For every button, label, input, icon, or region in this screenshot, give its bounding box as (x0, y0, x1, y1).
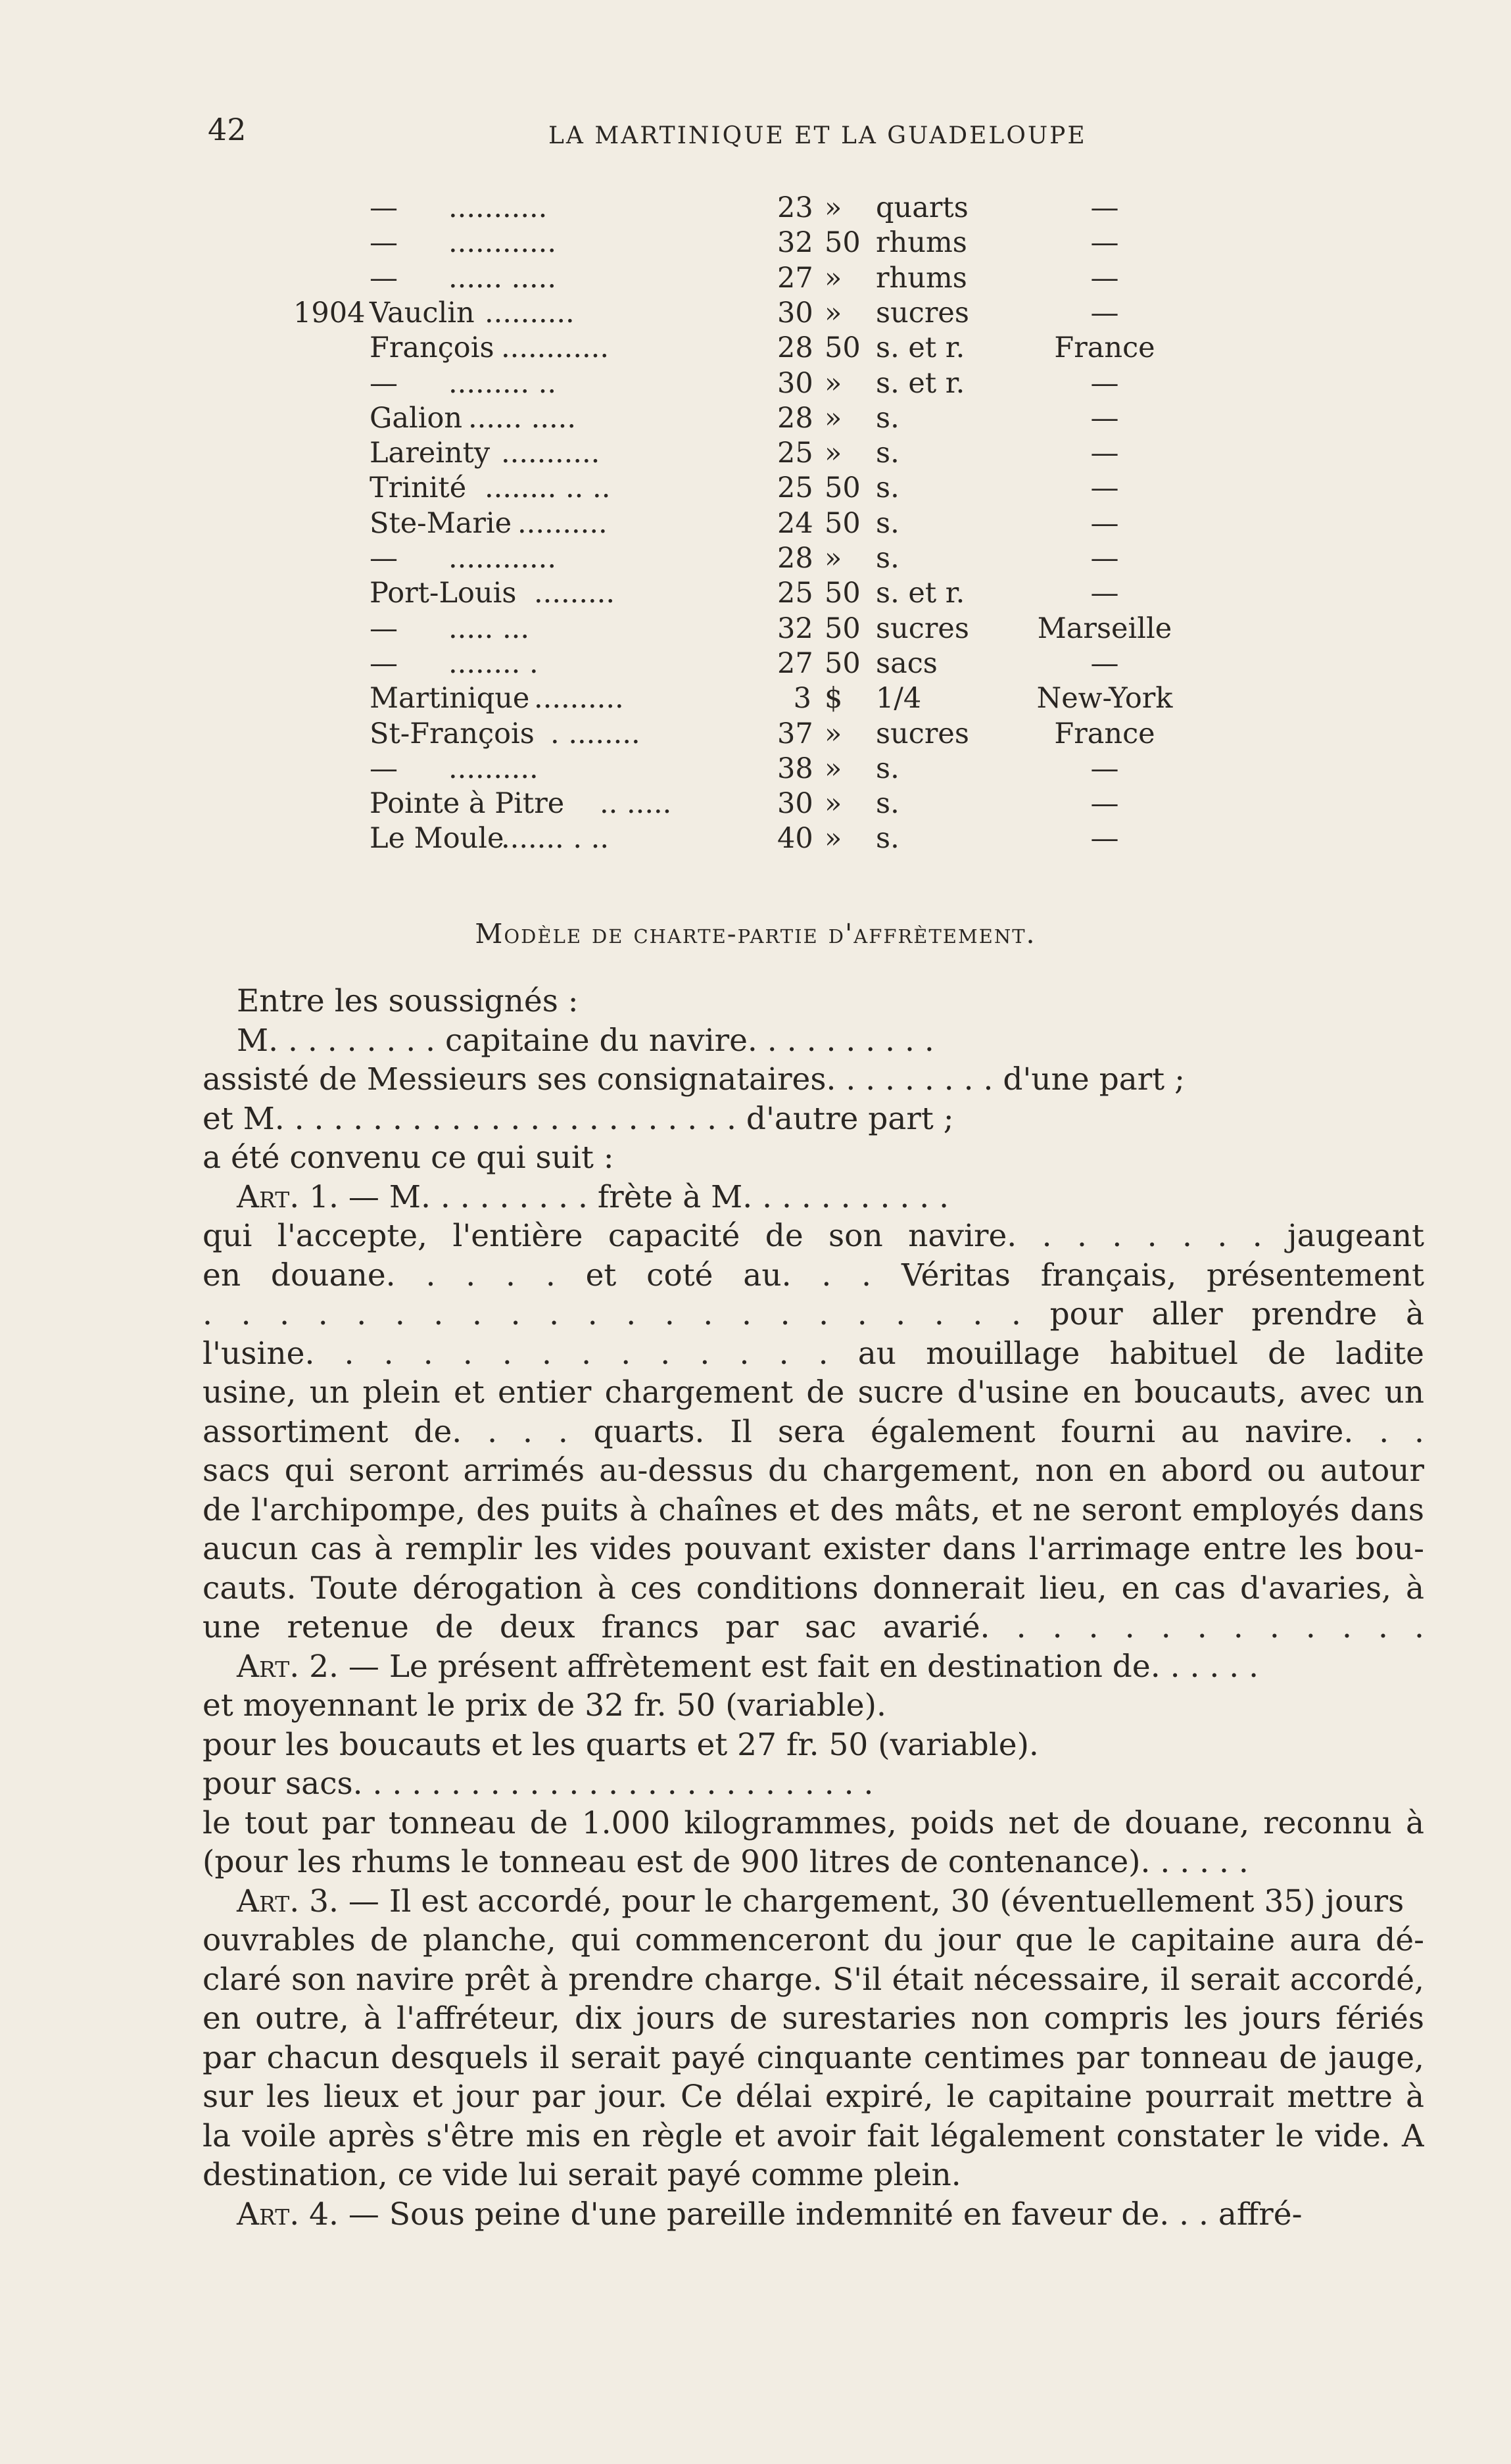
cell-num: 28 (777, 331, 813, 364)
table-row (0, 331, 1511, 365)
cell-num: 28 (777, 402, 813, 435)
cell-cargo: s. (876, 822, 899, 855)
cell-cargo: s. et r. (876, 577, 965, 610)
cell-cargo: sacs (876, 647, 938, 680)
text-line: en douane. . . . . et coté au. . . Véritas français, présentement (203, 1257, 1424, 1293)
text-line: une retenue de deux francs par sac avarié. . . . . . . . . . . . . (203, 1609, 1424, 1645)
text-line: de l'archipompe, des puits à chaînes et des mâts, et ne seront employés dans (203, 1491, 1424, 1528)
table-row (0, 471, 1511, 505)
cell-frac: » (825, 542, 842, 575)
cell-dots: ............ (501, 331, 610, 364)
article-1-line (203, 1178, 1424, 1217)
cell-place: Ste-Marie (370, 507, 512, 540)
table-row (0, 261, 1511, 295)
cell-num: 30 (777, 367, 813, 400)
text-line: l'usine. . . . . . . . . . . . . . au mouillage habituel de ladite (203, 1335, 1424, 1372)
text-line: pour sacs. . . . . . . . . . . . . . . . . . . . . . . . . . . (203, 1766, 874, 1802)
cell-num: 27 (777, 262, 813, 295)
cell-dest: France (1054, 717, 1155, 750)
table-row (0, 786, 1511, 821)
article-2-line (203, 1647, 1424, 1687)
text-line: usine, un plein et entier chargement de sucre d'usine en boucauts, avec un (203, 1374, 1424, 1411)
text-line: en outre, à l'affréteur, dix jours de surestaries non compris les jours fériés (203, 2000, 1424, 2037)
cell-num: 38 (777, 752, 813, 785)
cell-cargo: s. (876, 787, 899, 820)
cell-frac: » (825, 262, 842, 295)
cell-dots: ......... (534, 577, 615, 610)
cell-cargo: rhums (876, 226, 967, 259)
table-row (0, 366, 1511, 400)
table-row (0, 226, 1511, 260)
cell-num: 25 (777, 471, 813, 504)
cell-frac: 50 (825, 331, 861, 364)
cell-place: — (370, 612, 398, 645)
text-line: a été convenu ce qui suit : (203, 1140, 614, 1176)
cell-num: 23 (777, 191, 813, 224)
cell-num: 32 (777, 226, 813, 259)
text-line: claré son navire prêt à prendre charge. S'il était nécessaire, il serait accordé, (203, 1961, 1424, 1998)
cell-dots: ........ .. .. (485, 471, 611, 504)
cell-place: — (370, 542, 398, 575)
cell-dest: — (1090, 507, 1119, 540)
cell-dots: .. ..... (600, 787, 672, 820)
cell-num: 25 (777, 437, 813, 470)
cell-place: Vauclin (370, 297, 475, 329)
table-row (0, 296, 1511, 330)
cell-frac: 50 (825, 471, 861, 504)
text-line: cauts. Toute dérogation à ces conditions donnerait lieu, en cas d'avaries, à (203, 1570, 1424, 1606)
cell-place: Martinique (370, 682, 530, 715)
article-text: — Il est accordé, pour le chargement, 30 (éventuellement 35) jours (338, 1883, 1404, 1920)
cell-dest: — (1090, 402, 1119, 435)
cell-dest: France (1054, 331, 1155, 364)
cell-cargo: sucres (876, 297, 969, 329)
cell-dots: ............ (448, 542, 557, 575)
cell-cargo: sucres (876, 717, 969, 750)
article-4-line (203, 2195, 1424, 2235)
cell-num: 32 (777, 612, 813, 645)
article-3-line (203, 1882, 1424, 1921)
article-label: Art. 2. (237, 1648, 339, 1685)
cell-num: 24 (777, 507, 813, 540)
text-line: assortiment de. . . . quarts. Il sera également fourni au navire. . . (203, 1413, 1424, 1450)
cell-dest: — (1090, 297, 1119, 329)
cell-cargo: s. (876, 471, 899, 504)
cell-dest: — (1090, 542, 1119, 575)
table-row (0, 436, 1511, 470)
cell-num: 28 (777, 542, 813, 575)
cell-frac: » (825, 297, 842, 329)
cell-frac: $ (825, 682, 843, 715)
cell-dest: — (1090, 471, 1119, 504)
cell-dest: — (1090, 752, 1119, 785)
text-line: sur les lieux et jour par jour. Ce délai expiré, le capitaine pourrait mettre à (203, 2079, 1424, 2115)
cell-frac: » (825, 822, 842, 855)
cell-place: — (370, 647, 398, 680)
cell-place: — (370, 191, 398, 224)
table-row (0, 752, 1511, 786)
cell-frac: 50 (825, 647, 861, 680)
cell-cargo: s. (876, 507, 899, 540)
cell-cargo: s. (876, 437, 899, 470)
cell-dots: ......... .. (448, 367, 557, 400)
cell-dest: — (1090, 226, 1119, 259)
cell-cargo: 1/4 (876, 682, 922, 715)
cell-frac: » (825, 402, 842, 435)
table-row (0, 541, 1511, 575)
cell-cargo: s. (876, 402, 899, 435)
article-label: Art. 1. (237, 1178, 339, 1215)
cell-cargo: rhums (876, 262, 967, 295)
text-line: sacs qui seront arrimés au-dessus du chargement, non en abord ou autour (203, 1453, 1424, 1489)
cell-frac: 50 (825, 226, 861, 259)
text-line: assisté de Messieurs ses consignataires. . . . . . . . . d'une part ; (203, 1061, 1185, 1098)
cell-dest: — (1090, 437, 1119, 470)
cell-place: Port-Louis (370, 577, 517, 610)
cell-place: François (370, 331, 494, 364)
cell-place: — (370, 367, 398, 400)
cell-place: Galion (370, 402, 463, 435)
text-line: ouvrables de planche, qui commenceront du jour que le capitaine aura dé- (203, 1922, 1424, 1958)
cell-place: Trinité (370, 471, 467, 504)
article-label: Art. 4. (237, 2196, 339, 2233)
section-title: Modèle de charte-partie d'affrètement. (475, 918, 1036, 950)
cell-frac: 50 (825, 612, 861, 645)
cell-dots: .......... (534, 682, 624, 715)
cell-num: 25 (777, 577, 813, 610)
cell-place: — (370, 752, 398, 785)
cell-dest: New-York (1036, 682, 1173, 715)
cell-dest: — (1090, 367, 1119, 400)
text-line: M. . . . . . . . . capitaine du navire. . . . . . . . . . (237, 1022, 934, 1059)
running-head: LA MARTINIQUE ET LA GUADELOUPE (548, 122, 1087, 149)
cell-dest: — (1090, 577, 1119, 610)
charter-body (203, 982, 1424, 2234)
article-text: — M. . . . . . . . . frète à M. . . . . . . . . . . (338, 1178, 949, 1215)
cell-dots: ........ . (448, 647, 539, 680)
cell-dots: .......... (485, 297, 575, 329)
cell-frac: 50 (825, 577, 861, 610)
cell-dots: ...... ..... (448, 262, 557, 295)
text-line: pour les boucauts et les quarts et 27 fr. 50 (variable). (203, 1726, 1039, 1763)
cell-dots: ..... ... (448, 612, 530, 645)
text-line: et M. . . . . . . . . . . . . . . . . . . . . . . . d'autre part ; (203, 1100, 954, 1137)
cell-num: 30 (777, 297, 813, 329)
text-line: aucun cas à remplir les vides pouvant exister dans l'arrimage entre les bou- (203, 1531, 1424, 1567)
text-line: le tout par tonneau de 1.000 kilogrammes, poids net de douane, reconnu à (203, 1804, 1424, 1841)
cell-num: 37 (777, 717, 813, 750)
cell-dest: — (1090, 787, 1119, 820)
cell-num: 3 (793, 682, 811, 715)
cell-cargo: quarts (876, 191, 969, 224)
cell-cargo: s. et r. (876, 367, 965, 400)
cell-place: St-François (370, 717, 535, 750)
text-line: par chacun desquels il serait payé cinquante centimes par tonneau de jauge, (203, 2039, 1424, 2076)
table-row (0, 401, 1511, 435)
cell-dots: ........... (501, 437, 600, 470)
table-row (0, 612, 1511, 646)
cell-dots: ....... . .. (501, 822, 610, 855)
cell-dest: — (1090, 262, 1119, 295)
cell-frac: » (825, 752, 842, 785)
text-line: et moyennant le prix de 32 fr. 50 (variable). (203, 1687, 886, 1724)
cell-frac: » (825, 367, 842, 400)
table-row (0, 681, 1511, 715)
table-row (0, 821, 1511, 856)
cell-frac: 50 (825, 507, 861, 540)
text-line: (pour les rhums le tonneau est de 900 litres de contenance). . . . . . (203, 1844, 1249, 1880)
table-row (0, 646, 1511, 681)
cell-dots: . ........ (550, 717, 640, 750)
cell-place: — (370, 226, 398, 259)
cell-cargo: s. et r. (876, 331, 965, 364)
cell-frac: » (825, 787, 842, 820)
cell-place: Le Moule (370, 822, 504, 855)
cell-place: Pointe à Pitre (370, 787, 565, 820)
table-row (0, 576, 1511, 610)
cell-num: 27 (777, 647, 813, 680)
text-line: qui l'accepte, l'entière capacité de son navire. . . . . . . . jaugeant (203, 1218, 1424, 1254)
text-line: destination, ce vide lui serait payé comme plein. (203, 2157, 961, 2193)
cell-dest: Marseille (1037, 612, 1172, 645)
cell-place: Lareinty (370, 437, 491, 470)
cell-dots: ...... ..... (468, 402, 577, 435)
article-text: — Le présent affrètement est fait en destination de. . . . . . (338, 1648, 1259, 1685)
text-line: Entre les soussignés : (237, 983, 579, 1019)
cell-frac: » (825, 437, 842, 470)
cell-dots: .......... (517, 507, 608, 540)
cell-dest: — (1090, 822, 1119, 855)
article-label: Art. 3. (237, 1883, 339, 1920)
cell-cargo: s. (876, 752, 899, 785)
cell-num: 30 (777, 787, 813, 820)
page-number: 42 (208, 112, 247, 147)
cell-year: 1904 (293, 297, 366, 329)
cell-frac: » (825, 717, 842, 750)
cell-frac: » (825, 191, 842, 224)
cell-dest: — (1090, 647, 1119, 680)
table-row (0, 191, 1511, 225)
table-row (0, 717, 1511, 751)
text-line: . . . . . . . . . . . . . . . . . . . . . . pour aller prendre à (203, 1296, 1424, 1332)
text-line: la voile après s'être mis en règle et avoir fait légalement constater le vide. A (203, 2117, 1424, 2154)
cell-dest: — (1090, 191, 1119, 224)
cell-dots: ........... (448, 191, 548, 224)
cell-dots: ............ (448, 226, 557, 259)
article-text: — Sous peine d'une pareille indemnité en faveur de. . . affré- (338, 2196, 1303, 2233)
cell-num: 40 (777, 822, 813, 855)
cell-cargo: sucres (876, 612, 969, 645)
cell-place: — (370, 262, 398, 295)
table-row (0, 506, 1511, 541)
cell-cargo: s. (876, 542, 899, 575)
cell-dots: .......... (448, 752, 539, 785)
